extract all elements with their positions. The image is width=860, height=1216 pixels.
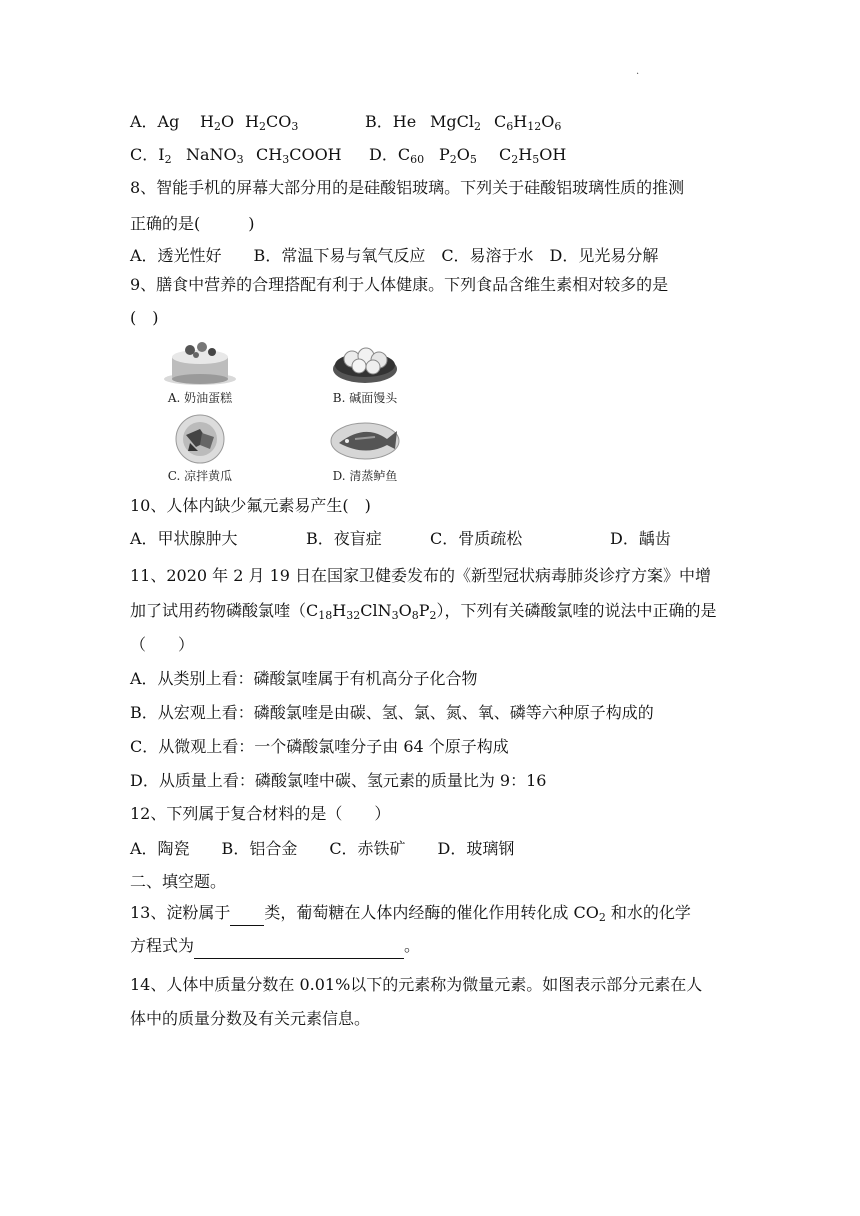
q10-option-a: A．甲状腺肿大 (130, 529, 238, 548)
q8-stem-line-2: 正确的是( ) (130, 214, 255, 233)
section-heading-fill-in: 二、填空题。 (130, 872, 227, 891)
q11-option-d: D．从质量上看：磷酸氯喹中碳、氢元素的质量比为 9：16 (130, 771, 547, 790)
q14-line-2: 体中的质量分数及有关元素信息。 (130, 1009, 371, 1028)
q11-stem-line-1: 11、2020 年 2 月 19 日在国家卫健委发布的《新型冠状病毒肺炎诊疗方案》中增 (130, 566, 712, 585)
q7-option-c-formula-2: $CH_3COOH$ (256, 145, 342, 166)
q7-option-d-formula-2: $C_2H_5OH$ (499, 145, 567, 166)
q10-option-d: D．龋齿 (610, 529, 671, 548)
steamed-buns-icon (325, 335, 405, 387)
cake-icon (160, 335, 240, 387)
q9-stem-line-2: ( ) (130, 308, 159, 327)
steamed-fish-icon (325, 413, 405, 465)
q11-stem-line-3: （ ） (130, 635, 195, 654)
q11-option-b: B．从宏观上看：磷酸氯喹是由碳、氢、氯、氮、氧、磷等六种原子构成的 (130, 703, 654, 722)
q7-option-a-formula-1: $H_2O$ (200, 112, 235, 133)
food-option-b (305, 335, 425, 406)
q14-line-1: 14、人体中质量分数在 0.01%以下的元素称为微量元素。如图表示部分元素在人 (130, 975, 703, 994)
corner-mark: . (636, 66, 640, 77)
q8-options: A．透光性好 B．常温下易与氧气反应 C．易溶于水 D．见光易分解 (130, 246, 659, 265)
q9-stem-line-1: 9、膳食中营养的合理搭配有利于人体健康。下列食品含维生素相对较多的是 (130, 275, 669, 294)
q9-food-image-grid (140, 335, 470, 485)
q7-option-a-formula-2: $H_2CO_3$ (245, 112, 299, 133)
q7-options-row-2 (130, 145, 566, 170)
q7-option-c-label: C．$I_2$ (130, 145, 172, 166)
q7-option-b-formula-1: MgCl$_2$ (430, 112, 481, 133)
q10-option-c: C．骨质疏松 (430, 529, 523, 548)
food-caption-a: A. 奶油蛋糕 (167, 391, 233, 405)
q7-options-row-1 (130, 112, 561, 137)
q13-answer-blank-1[interactable] (230, 905, 264, 926)
q10-options (130, 529, 671, 549)
q8-stem-line-1: 8、智能手机的屏幕大部分用的是硅酸铝玻璃。下列关于硅酸铝玻璃性质的推测 (130, 178, 685, 197)
cucumber-salad-icon (160, 413, 240, 465)
food-caption-c: C. 凉拌黄瓜 (167, 469, 233, 483)
food-caption-d: D. 清蒸鲈鱼 (332, 469, 398, 483)
q7-option-d-formula-1: $P_2O_5$ (439, 145, 477, 166)
q13-line-2: 方程式为 。 (130, 936, 420, 959)
q11-stem-line-2: 加了试用药物磷酸氯喹$(C_{18}H_{32}ClN_3O_8P_2)$，下列有关磷酸氯喹的说法中正确的是 (130, 601, 717, 622)
food-option-d (305, 413, 425, 484)
q11-option-a: A．从类别上看：磷酸氯喹属于有机高分子化合物 (130, 669, 478, 688)
q10-option-b: B．夜盲症 (306, 529, 382, 548)
q11-option-c: C．从微观上看：一个磷酸氯喹分子由 64 个原子构成 (130, 737, 509, 756)
food-option-c (140, 413, 260, 484)
q7-option-c-formula-1: NaNO$_3$ (186, 145, 244, 166)
q12-stem: 12、下列属于复合材料的是（ ） (130, 804, 391, 823)
q7-option-a-label: A．Ag (130, 112, 180, 131)
q13-answer-blank-2[interactable] (194, 938, 404, 959)
food-caption-b: B. 碱面馒头 (332, 391, 398, 405)
q10-stem: 10、人体内缺少氟元素易产生( ) (130, 496, 371, 515)
q12-options: A．陶瓷 B．铝合金 C．赤铁矿 D．玻璃钢 (130, 839, 515, 858)
q7-option-d-label: D．$C_{60}$ (369, 145, 425, 166)
food-option-a (140, 335, 260, 406)
q7-option-b-label: B．He (365, 112, 417, 131)
q13-line-1: 13、淀粉属于 类，葡萄糖在人体内经酶的催化作用转化成 $CO_2$ 和水的化学 (130, 903, 691, 924)
q7-option-b-formula-2: $C_6H_{12}O_6$ (494, 112, 562, 133)
